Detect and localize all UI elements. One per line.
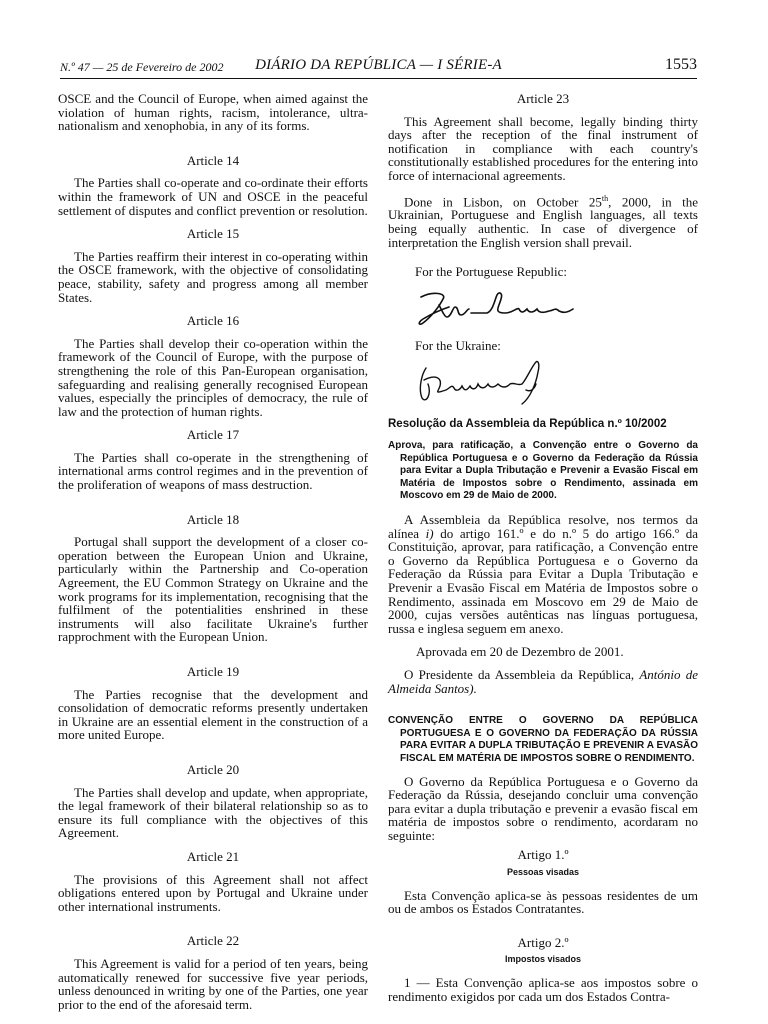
artigo-2-heading: Impostos visados xyxy=(504,954,582,965)
article-19-title: Article 19 xyxy=(186,664,240,679)
approval-date: Aprovada em 20 de Dezembro de 2001. xyxy=(416,644,624,660)
article-20-title: Article 20 xyxy=(186,761,240,777)
article-15-title: Article 15 xyxy=(186,226,240,242)
left-column xyxy=(58,92,368,1011)
artigo-1-text: Esta Convenção aplica-se às pessoas residentes de um ou de ambos os Estados Contratantes. xyxy=(388,887,698,917)
article-18-title: Article 18 xyxy=(186,511,240,527)
page-header xyxy=(60,56,697,78)
article-16-title: Article 16 xyxy=(186,313,240,329)
president-label: O Presidente da Assembleia da República, xyxy=(404,666,640,682)
article-18-text: Portugal shall support the development of a closer co-operation between the European Union and Ukraine, particularly within the Partnership and Co-operation Agreement, the EU Common Strategy on Ukraine and the work programs for its implementation, recognising that the fulfilment of the potentialities enshrined in these instruments will also facilitate Ukraine's further rapprochment with the European Union. xyxy=(58,534,368,645)
signature-ukraine xyxy=(406,354,606,410)
resolution-text-end: do artigo 161.º e do n.º 5 do artigo 166.º da Constituição, aprovar, para ratificação, a Convenção entre o Governo da República Portuguesa e o Governo da Federação da Rússia para Evitar a Dupla Tributação e Prevenir a Evasão Fiscal em Matéria de Impostos sobre o Rendimento, assinada em Moscovo em 29 de Maio de 2000, cujas versões autênticas nas línguas portuguesa, russa e inglesa seguem em anexo. xyxy=(388,525,698,636)
page-number: 1553 xyxy=(665,56,697,73)
president-name: António de Almeida Santos). xyxy=(388,666,698,696)
article-17-text: The Parties shall co-operate in the strengthening of international arms control regimes and in the prevention of the proliferation of weapons of mass destruction. xyxy=(58,449,368,493)
convention-intro: O Governo da República Portuguesa e o Governo da Federação da Rússia, desejando concluir uma convenção para evitar a dupla tributação e prevenir a evasão fiscal em matéria de impostos sobre o rendimento, acordaram no seguinte: xyxy=(388,773,698,843)
issue-number: N.º 47 — 25 de Fevereiro de 2002 xyxy=(60,60,224,74)
resolution-text-italic: i) xyxy=(425,525,434,541)
right-column xyxy=(388,92,698,1003)
resolution-text xyxy=(388,513,698,635)
president-line xyxy=(388,668,698,695)
article-17-title: Article 17 xyxy=(186,427,240,443)
done-superscript: th xyxy=(601,193,609,203)
article-21-text: The provisions of this Agreement shall not affect obligations entered upon by Portugal and Ukraine under other international instruments. xyxy=(58,871,368,914)
for-portuguese-republic: For the Portuguese Republic: xyxy=(415,264,568,280)
article-20-text: The Parties shall develop and update, when appropriate, the legal framework of their bilateral relationship so as to ensure its full compliance with the objectives of this Agreement. xyxy=(58,784,368,841)
article-15-text: The Parties reaffirm their interest in co-operating within the OSCE framework, with the objective of consolidating peace, stability, safety and progress among all member States. xyxy=(58,248,368,305)
article-16-text: The Parties shall develop their co-operation within the framework of the Council of Europe, with the purpose of strengthening the role of this Pan-European organisation, safeguarding and realising generally recognised European values, especially the principles of democracy, the rule of law and the protection of human rights. xyxy=(58,335,368,419)
article-23-text: This Agreement shall become, legally binding thirty days after the reception of the final instrument of notification in compliance with each country's constitutionally established procedures for the entering into force of internacional agreements. xyxy=(388,113,698,183)
artigo-2-title: Artigo 2.º xyxy=(517,934,569,950)
article-19-text: The Parties recognise that the development and consolidation of democratic reforms presently undertaken in Ukraine are an essential element in the construction of a more united Europe. xyxy=(58,686,368,743)
journal-title: DIÁRIO DA REPÚBLICA — I SÉRIE-A xyxy=(255,57,502,73)
signature-portugal xyxy=(413,283,613,331)
article-22-title: Article 22 xyxy=(186,933,240,949)
for-ukraine: For the Ukraine: xyxy=(415,337,501,353)
article-23-title: Article 23 xyxy=(516,91,570,106)
paragraph-intro: OSCE and the Council of Europe, when aimed against the violation of human rights, racism, intolerance, ultra-nationalism and xenophobia, in any of its forms. xyxy=(58,91,368,134)
artigo-1-heading: Pessoas visadas xyxy=(506,867,580,878)
article-21-title: Article 21 xyxy=(186,848,240,864)
artigo-1-title: Artigo 1.º xyxy=(517,847,569,863)
done-text-end: , 2000, in the Ukrainian, Portuguese and English languages, all texts being equally authentic. In case of divergence of interpretation the English version shall prevail. xyxy=(388,193,698,250)
header-rule xyxy=(60,78,697,79)
article-14-title: Article 14 xyxy=(186,152,240,168)
resolution-title: Resolução da Assembleia da República n.º 10/2002 xyxy=(388,418,667,431)
article-22-text: This Agreement is valid for a period of ten years, being automatically renewed for successive five year periods, unless denounced in writing by one of the Parties, one year prior to the end of the aforesaid term. xyxy=(58,955,368,1012)
done-text-start: Done in Lisbon, on October 25 xyxy=(404,193,602,209)
resolution-text-start: A Assembleia da República resolve, nos termos da alínea xyxy=(388,512,698,541)
convention-title: CONVENÇÃO ENTRE O GOVERNO DA REPÚBLICA PORTUGUESA E O GOVERNO DA FEDERAÇÃO DA RÚSSIA PARA EVITAR A DUPLA TRIBUTAÇÃO E PREVENIR A EVASÃO FISCAL EM MATÉRIA DE IMPOSTOS SOBRE O RENDIMENTO. xyxy=(388,715,698,764)
artigo-2-text: 1 — Esta Convenção aplica-se aos impostos sobre o rendimento exigidos por cada um dos Estados Contra- xyxy=(388,975,698,1004)
resolution-subtitle: Aprova, para ratificação, a Convenção entre o Governo da República Portuguesa e o Governo da Federação da Rússia para Evitar a Dupla Tributação e Prevenir a Evasão Fiscal em Matéria de Impostos sobre o Rendimento, assinada em Moscovo em 29 de Maio de 2000. xyxy=(388,440,698,502)
article-14-text: The Parties shall co-operate and co-ordinate their efforts within the framework of UN and OSCE in the peaceful settlement of disputes and conflict prevention or resolution. xyxy=(58,175,368,218)
done-in-lisbon xyxy=(388,192,698,250)
